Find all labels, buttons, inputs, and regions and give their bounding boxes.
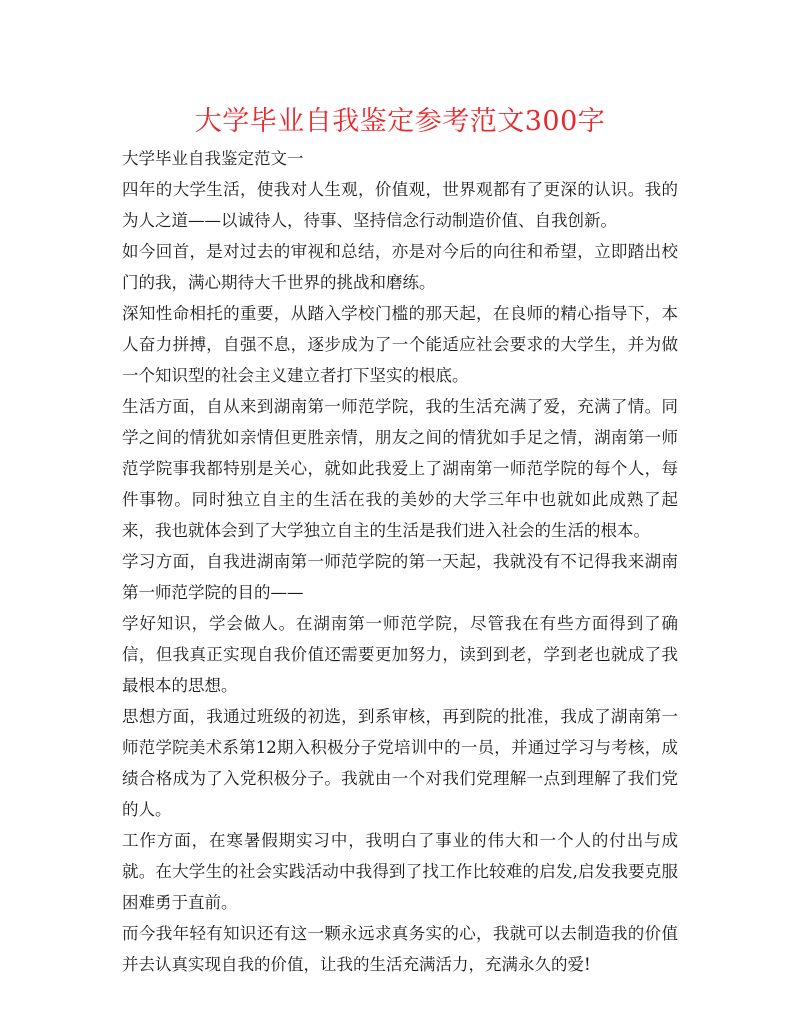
paragraph: 而今我年轻有知识还有这一颗永远求真务实的心，我就可以去制造我的价值并去认真实现自我的价值，让我的生活充满活力，充满永久的爱! [122,924,678,974]
section-heading: 大学毕业自我鉴定范文一 [122,149,304,168]
paragraph: 生活方面，自从来到湖南第一师范学院，我的生活充满了爱，充满了情。同学之间的情犹如亲情但更胜亲情，朋友之间的情犹如手足之情，湖南第一师范学院事我都特别是关心，就如此我爱上了湖南第一师范学院的每个人，每件事物。同时独立自主的生活在我的美妙的大学三年中也就如此成熟了起来，我也就体会到了大学独立自主的生活是我们进入社会的生活的根本。 [122,397,678,540]
paragraph: 思想方面，我通过班级的初选，到系审核，再到院的批准，我成了湖南第一师范学院美术系第12期入积极分子党培训中的一员，并通过学习与考核，成绩合格成为了入党积极分子。我就由一个对我们党理解一点到理解了我们党的人。 [122,707,678,819]
paragraph: 如今回首，是对过去的审视和总结，亦是对今后的向往和希望，立即踏出校门的我，满心期待大千世界的挑战和磨练。 [122,242,678,292]
paragraph: 四年的大学生活，使我对人生观，价值观，世界观都有了更深的认识。我的为人之道——以诚待人，待事、坚持信念行动制造价值、自我创新。 [122,180,678,230]
document-title: 大学毕业自我鉴定参考范文300字 [194,106,606,137]
paragraph: 深知性命相托的重要，从踏入学校门槛的那天起，在良师的精心指导下，本人奋力拼搏，自强不息，逐步成为了一个能适应社会要求的大学生，并为做一个知识型的社会主义建立者打下坚实的根底。 [122,304,678,385]
document-body [122,143,678,980]
paragraph: 工作方面，在寒暑假期实习中，我明白了事业的伟大和一个人的付出与成就。在大学生的社会实践活动中我得到了找工作比较难的启发,启发我要克服困难勇于直前。 [122,831,678,912]
paragraph: 学好知识，学会做人。在湖南第一师范学院，尽管我在有些方面得到了确信，但我真正实现自我价值还需要更加努力，读到到老，学到老也就成了我最根本的思想。 [122,614,678,695]
paragraph: 学习方面，自我进湖南第一师范学院的第一天起，我就没有不记得我来湖南第一师范学院的目的—— [122,552,678,602]
